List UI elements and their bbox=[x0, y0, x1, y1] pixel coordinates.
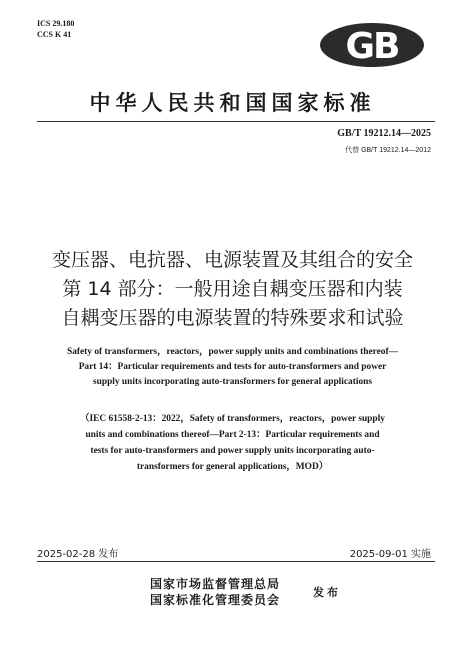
english-title-line: supply units incorporating auto-transformers for general applications bbox=[93, 377, 372, 387]
chinese-title-line: 变压器、电抗器、电源装置及其组合的安全 bbox=[51, 249, 413, 271]
iec-reference-line: transformers for general applications，MOD） bbox=[136, 462, 329, 472]
release-date: 2025-02-28 发布 bbox=[37, 549, 119, 560]
issuing-authorities bbox=[150, 576, 280, 608]
standard-number: GB/T 19212.14—2025 bbox=[337, 128, 431, 139]
issuer-name: 国家标准化管理委员会 bbox=[150, 593, 281, 607]
ccs-code: CCS K 41 bbox=[37, 30, 72, 39]
english-title-line: Part 14：Particular requirements and tests for auto-transformers and power bbox=[78, 362, 387, 372]
gb-logo bbox=[318, 21, 426, 69]
chinese-title bbox=[20, 246, 445, 333]
ics-code: ICS 29.180 bbox=[37, 19, 75, 28]
chinese-title-line: 第 14 部分：一般用途自耦变压器和内装 bbox=[62, 278, 403, 300]
standard-type: 中华人民共和国国家标准 bbox=[89, 90, 376, 115]
iec-reference bbox=[35, 411, 430, 475]
issuer-name: 国家市场监督管理总局 bbox=[150, 577, 281, 591]
gb-logo-text: GB bbox=[345, 26, 399, 67]
iec-reference-line: units and combinations thereof—Part 2-13：Particular requirements and bbox=[85, 430, 380, 440]
classification-codes bbox=[37, 18, 74, 40]
footer-rule bbox=[37, 561, 435, 562]
implementation-date: 2025-09-01 实施 bbox=[349, 549, 431, 560]
issue-label: 发布 bbox=[313, 586, 341, 599]
iec-reference-line: tests for auto-transformers and power supply units incorporating auto- bbox=[90, 446, 375, 456]
replaces-note: 代替 GB/T 19212.14—2012 bbox=[345, 147, 431, 154]
english-title-line: Safety of transformers，reactors，power supply units and combinations thereof— bbox=[67, 347, 398, 357]
iec-reference-line: （IEC 61558-2-13：2022，Safety of transformers，reactors，power supply bbox=[80, 414, 385, 424]
english-title bbox=[30, 345, 435, 390]
header-rule bbox=[37, 121, 435, 122]
chinese-title-line: 自耦变压器的电源装置的特殊要求和试验 bbox=[61, 307, 404, 329]
